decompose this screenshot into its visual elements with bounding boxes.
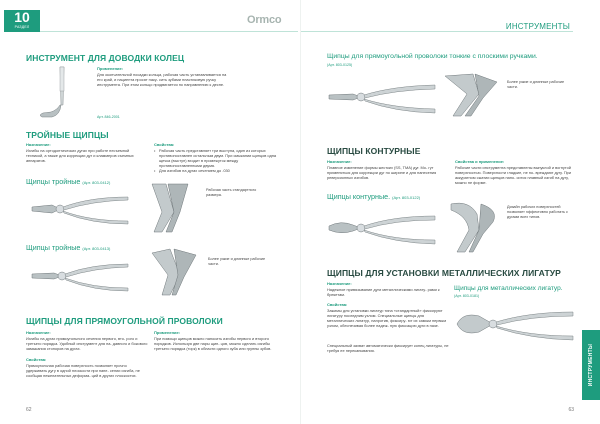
triple-item1-art: (Арт. 803-0412) bbox=[82, 180, 111, 185]
triple-item1-name: Щипцы тройные bbox=[26, 177, 81, 186]
chapter-label: РАЗДЕЛ bbox=[14, 25, 30, 29]
rect-use-text: При помощи щипцов можно наносить изгибы первого и второго порядков. Используя две пары щип- цов, можно сделать изгибы третьего порядка (торк) в области одного зуба или группы зубов. bbox=[154, 336, 272, 351]
flat-caption: Более узкие и длинные рабочие части. bbox=[507, 80, 565, 89]
flat-tips-closeup bbox=[443, 72, 499, 118]
rect-purpose-text: Изгибы на дугах прямоугольного сечения первого, вто- рого и третьего порядка. Удобный инструмент для на- давного и бокового замыкания стопоров на дугах. bbox=[26, 336, 148, 351]
triple-item1-title bbox=[26, 177, 110, 186]
triple-prop-item: • Для изгибов на дугах сечением до .030 bbox=[154, 168, 278, 173]
contour-props-text: Рабочие части инструмента представлены выпуклой и вогнутой поверхностью. Поверхности гладкие, не по- вреждают дугу. При аккуратном сжатии щипцов нано- сится плавный изгиб на дугу, можно не форме. bbox=[455, 165, 572, 185]
ring-tool-image bbox=[34, 65, 78, 123]
rect-props-label: Свойства: bbox=[26, 357, 47, 362]
ligature-purpose-text: Надежное привязывание дуги металлическими лигату- рами к брекетам. bbox=[327, 287, 440, 297]
triple-prop-item: • Рабочая часть представляет три выступа, один из которых противопоставлен остальным двум. При смыкании щипцов одна щечка (выступ) входит в промежуток между противопоставленными двумя. bbox=[154, 148, 278, 168]
rect-use-label: Применение: bbox=[154, 330, 181, 335]
ligature-props-text: Зажимы для установки лигатур типа «стандартный» фиксируют лигатуру последним узлом. Специальные щипцы для металлических лигатур, напротив, фиксиру- ют их самым первым узлом, обеспечивая более надеж- ную фиксацию дуги в пазе. bbox=[327, 308, 446, 328]
ligature-pliers-image bbox=[453, 304, 575, 348]
header-rule bbox=[40, 31, 298, 32]
page-number-left: 62 bbox=[26, 407, 32, 413]
triple-item2-caption: Более узкие и длинные рабочие части. bbox=[208, 257, 266, 266]
ligature-title: ЩИПЦЫ ДЛЯ УСТАНОВКИ МЕТАЛЛИЧЕСКИХ ЛИГАТУР bbox=[327, 268, 561, 278]
triple-item2-title bbox=[26, 243, 110, 252]
triple-title: ТРОЙНЫЕ ЩИПЦЫ bbox=[26, 130, 109, 140]
right-page bbox=[300, 0, 600, 424]
rect-purpose-label: Назначение: bbox=[26, 330, 51, 335]
contour-props-label: Свойства и применение: bbox=[455, 159, 505, 164]
ligature-item-art: (Арт. 803-0181) bbox=[454, 294, 480, 298]
contour-item-title bbox=[327, 192, 420, 201]
page-number-right: 63 bbox=[568, 407, 574, 413]
triple-props-list bbox=[154, 148, 278, 173]
triple-purpose-text: Изгибы на ортодонтических дугах при работе несъемной техникой, а также для коррекции дуг и кламмеров съемных аппаратов. bbox=[26, 148, 134, 163]
ligature-item-title: Щипцы для металлических лигатур. bbox=[454, 285, 563, 292]
triple-item2-art: (Арт. 803-0413) bbox=[82, 246, 111, 251]
triple-item2-name: Щипцы тройные bbox=[26, 243, 81, 252]
ring-tool-article: Арт. 846-2001 bbox=[97, 115, 120, 119]
triple-pliers-long-image bbox=[30, 258, 130, 296]
contour-caption: Дизайн рабочих поверхностей позволяет эффективно работать с дугами всех типов. bbox=[507, 205, 568, 219]
triple-pliers-image bbox=[30, 191, 130, 229]
contour-tips-closeup bbox=[447, 200, 501, 256]
brand-logo: Ormco bbox=[247, 14, 282, 26]
triple-purpose-label: Назначение: bbox=[26, 142, 51, 147]
triple-tips-closeup bbox=[148, 182, 192, 238]
chapter-tab bbox=[4, 10, 40, 32]
contour-item-art: (Арт. 803-0122) bbox=[392, 195, 421, 200]
ligature-extra-text: Специальный захват автоматически фиксирует конец лигатуры, не требуя ее перекапывания. bbox=[327, 343, 449, 353]
flat-pliers-image bbox=[327, 80, 437, 116]
triple-item1-caption: Рабочая часть стандартного размера. bbox=[206, 188, 257, 197]
ring-tool-use-text: Для окончательной посадки кольца, рабочая часть устанавливается на его край, и пациента просят наку- сить зубами пластиковую ручку инструмента. При этом кольцо продвигается по направлению к десне. bbox=[97, 72, 227, 87]
ligature-props-label: Свойства: bbox=[327, 302, 348, 307]
triple-props-label: Свойства: bbox=[154, 142, 175, 147]
contour-title: ЩИПЦЫ КОНТУРНЫЕ bbox=[327, 146, 421, 156]
contour-purpose-text: Плавное изменение формы жестких (SS, TMA) дуг. Мо- гут применяться для коррекции дуг по ширине и для нанесения реверсионных изгибов. bbox=[327, 165, 437, 180]
side-tab-label: ИНСТРУМЕНТЫ bbox=[588, 343, 594, 387]
chapter-number: 10 bbox=[14, 9, 30, 25]
header-rule bbox=[301, 31, 573, 32]
ring-tool-title: ИНСТРУМЕНТ ДЛЯ ДОВОДКИ КОЛЕЦ bbox=[26, 53, 185, 63]
flat-title: Щипцы для прямоугольной проволоки тонкие с плоскими ручками. bbox=[327, 53, 538, 60]
contour-item-name: Щипцы контурные. bbox=[327, 192, 391, 201]
contour-pliers-image bbox=[327, 210, 437, 248]
rect-title: ЩИПЦЫ ДЛЯ ПРЯМОУГОЛЬНОЙ ПРОВОЛОКИ bbox=[26, 316, 223, 326]
flat-article: (Арт. 803-0125) bbox=[327, 63, 353, 67]
side-section-tab bbox=[582, 330, 600, 400]
section-title: ИНСТРУМЕНТЫ bbox=[505, 22, 570, 31]
ring-tool-use-label: Применение: bbox=[97, 66, 124, 71]
triple-long-tips-closeup bbox=[150, 247, 198, 299]
contour-purpose-label: Назначение: bbox=[327, 159, 352, 164]
ligature-purpose-label: Назначение: bbox=[327, 281, 352, 286]
rect-props-text: Прямоугольная рабочая поверхность позволяет прочно удерживать дугу в одной плоскости при нане- сении изгиба, не сообщая нежелательных деформа- ций в других плоскостях. bbox=[26, 363, 140, 378]
